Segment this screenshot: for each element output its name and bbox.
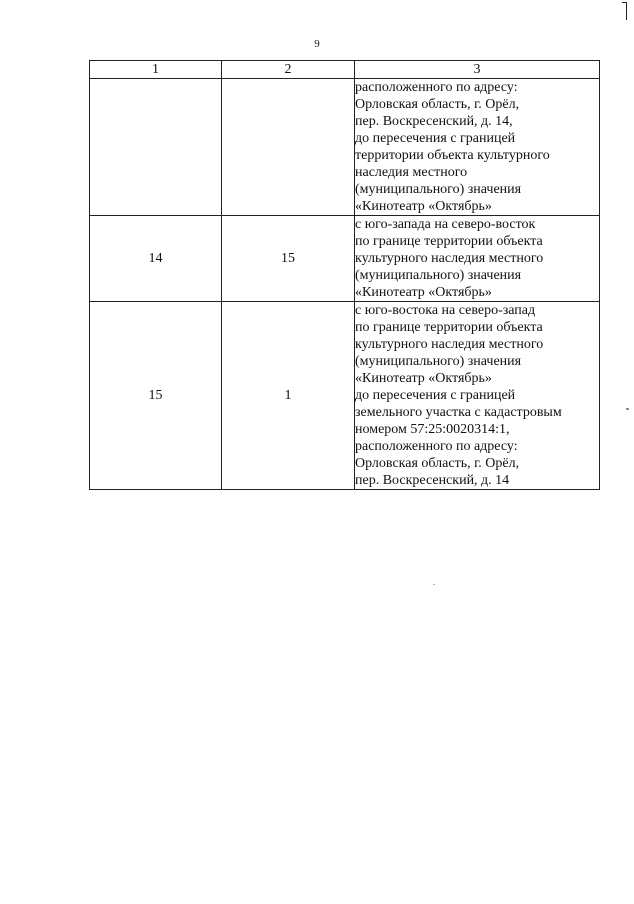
point-from-cell: 15	[90, 302, 222, 490]
header-row	[90, 61, 600, 79]
description-line: по границе территории объекта	[355, 320, 543, 335]
description-line: наследия местного	[355, 165, 468, 180]
header-cell-3: 3	[355, 61, 600, 79]
header-cell-1: 1	[90, 61, 222, 79]
description-line: Орловская область, г. Орёл,	[355, 456, 520, 471]
scan-speck	[433, 584, 435, 585]
boundary-description-cell	[355, 302, 600, 490]
table-row	[90, 302, 600, 490]
table-header	[90, 61, 600, 79]
description-line: культурного наследия местного	[355, 337, 544, 352]
table-row	[90, 79, 600, 216]
point-from-cell: 14	[90, 216, 222, 302]
header-cell-2: 2	[222, 61, 355, 79]
description-line: номером 57:25:0020314:1,	[355, 422, 510, 437]
description-line: пер. Воскресенский, д. 14,	[355, 114, 513, 129]
boundary-description-cell	[355, 79, 600, 216]
description-line: (муниципального) значения	[355, 354, 522, 369]
description-line: (муниципального) значения	[355, 268, 522, 283]
page-number: 9	[314, 38, 320, 50]
boundary-description-cell	[355, 216, 600, 302]
description-line: «Кинотеатр «Октябрь»	[355, 199, 492, 214]
description-line: пер. Воскресенский, д. 14	[355, 473, 510, 488]
table-row	[90, 216, 600, 302]
boundary-description-table	[89, 60, 600, 490]
description-line: Орловская область, г. Орёл,	[355, 97, 520, 112]
description-line: с юго-запада на северо-восток	[355, 217, 536, 232]
description-line: «Кинотеатр «Октябрь»	[355, 285, 492, 300]
point-from-cell	[90, 79, 222, 216]
description-line: земельного участка с кадастровым	[355, 405, 562, 420]
description-line: территории объекта культурного	[355, 148, 550, 163]
scan-speck	[626, 408, 629, 410]
description-line: по границе территории объекта	[355, 234, 543, 249]
corner-crop-mark	[622, 2, 627, 20]
description-line: культурного наследия местного	[355, 251, 544, 266]
description-line: расположенного по адресу:	[355, 80, 518, 95]
description-line: до пересечения с границей	[355, 131, 516, 146]
point-to-cell	[222, 79, 355, 216]
point-to-cell: 15	[222, 216, 355, 302]
description-line: расположенного по адресу:	[355, 439, 518, 454]
description-line: (муниципального) значения	[355, 182, 522, 197]
table-body	[90, 79, 600, 490]
description-line: с юго-востока на северо-запад	[355, 303, 536, 318]
description-line: «Кинотеатр «Октябрь»	[355, 371, 492, 386]
point-to-cell: 1	[222, 302, 355, 490]
description-line: до пересечения с границей	[355, 388, 516, 403]
